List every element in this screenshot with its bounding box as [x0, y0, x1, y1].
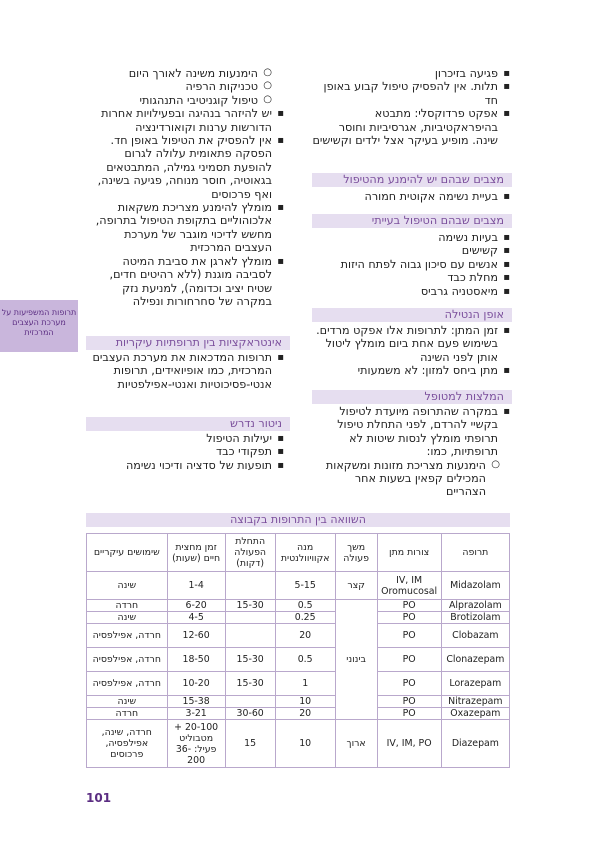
cell-dose: 20 [275, 624, 335, 648]
cell-uses: חרדה, שינה, אפילפסיה, פרכוסים [87, 720, 168, 768]
section-header-monitor: ניטור נדרש [86, 417, 290, 431]
cell-uses: שינה [87, 612, 168, 624]
cell-drug: Oxazepam [441, 708, 509, 720]
cell-dose: 10 [275, 696, 335, 708]
cell-uses: שינה [87, 696, 168, 708]
cell-uses: חרדה, אפילפסיה [87, 672, 168, 696]
cell-form: IV, IM Oromucosal [377, 572, 441, 600]
table-row [87, 648, 510, 672]
list-item: ▪ תרופות המדכאות את מערכת העצבים המרכזית, כמו אופיואידים, תרופות אנטי-פסיכוטיות ואנטי-אפילפטיות [86, 351, 272, 391]
list-item: ▪ במקרה שהתרופה מיועדת לטיפול בקשיי להרדם, לפני התחלת טיפול תרופתי מומלץ לנסות שיטות לא תרופתיות, כמו: [312, 405, 498, 459]
cell-duration: קצר [335, 572, 377, 600]
cell-form: PO [377, 672, 441, 696]
header-drug: תרופה [441, 534, 509, 572]
table-header-row [87, 534, 510, 572]
cell-onset: 15-30 [225, 648, 275, 672]
list-item: ▪ בעיית נשימה אקוטית חמורה [312, 190, 498, 203]
monitor-list [86, 432, 286, 472]
page-number: 101 [86, 791, 112, 805]
cell-onset [225, 612, 275, 624]
prevent-list [312, 190, 512, 203]
list-item: ▪ תפקודי כבד [86, 445, 272, 458]
cell-uses: חרדה [87, 708, 168, 720]
list-item: ▪ יש להיזהר בנהיגה ובפעילויות אחרות הדורשות ערנות וקואורדינציה [86, 107, 272, 134]
cell-duration: בינוני [335, 600, 377, 720]
cell-drug: Nitrazepam [441, 696, 509, 708]
cell-halflife: 18-50 [167, 648, 225, 672]
list-item: ▪ מיאסטניה גרביס [312, 285, 498, 298]
cell-halflife: 10-20 [167, 672, 225, 696]
cell-onset: 15-30 [225, 672, 275, 696]
table-row [87, 696, 510, 708]
header-halflife: זמן מחצית חיים (שעות) [167, 534, 225, 572]
left-column [86, 67, 286, 308]
section-header-recommend: המלצות למטופל [312, 390, 512, 404]
admin-list [312, 324, 512, 378]
list-item: ▪ זמן המתן: לתרופות אלו אפקט מרדים. בשימוש פעם אחת ביום מומלץ ליטול אותן לפני השינה [312, 324, 498, 364]
cell-form: PO [377, 612, 441, 624]
cell-halflife: 12-60 [167, 624, 225, 648]
problem-list [312, 231, 512, 298]
cell-halflife: 1-4 [167, 572, 225, 600]
table-row [87, 624, 510, 648]
list-item: ▪ תלות. אין להפסיק טיפול קבוע באופן חד [312, 80, 498, 107]
section-header-problem: מצבים שבהם הטיפול בעייתי [312, 214, 512, 228]
cell-dose: 0.5 [275, 648, 335, 672]
list-item: ▪ אין להפסיק את הטיפול באופן חד. הפסקה פתאומית עלולה לגרום להופעת תסמיני גמילה, המתבטאים בגאוטיה, חוסר מנוחה, פגיעה בשינה, ואף פרכוסים [86, 134, 272, 201]
list-item: ▪ אפקט פרדוקסלי: מתבטא בהיפראקטיביות, אגרסיביות וחוסר שינה. מופיע בעיקר אצל ילדים וקשישים [312, 107, 498, 147]
list-item: ▪ בעיות נשימה [312, 231, 498, 244]
cell-dose: 0.5 [275, 600, 335, 612]
cell-onset [225, 572, 275, 600]
header-onset: התחלת הפעולה (דקות) [225, 534, 275, 572]
cell-form: IV, IM, PO [377, 720, 441, 768]
cell-dose: 10 [275, 720, 335, 768]
cell-drug: Midazolam [441, 572, 509, 600]
cell-uses: שינה [87, 572, 168, 600]
cell-halflife: 20-100 + מטבוליט פעיל: 36-200 [167, 720, 225, 768]
cell-drug: Diazepam [441, 720, 509, 768]
section-header-prevent: מצבים שבהם יש להימנע מהטיפול [312, 173, 512, 187]
cell-form: PO [377, 648, 441, 672]
list-item: ▪ אנשים עם סיכון גבוה לפתח היזות [312, 258, 498, 271]
cell-dose: 0.25 [275, 612, 335, 624]
cell-form: PO [377, 708, 441, 720]
cell-form: PO [377, 600, 441, 612]
cell-drug: Alprazolam [441, 600, 509, 612]
table-row [87, 612, 510, 624]
table-row [87, 672, 510, 696]
sub-list-item: ○ טכניקות הרפיה [86, 80, 258, 93]
list-item: ▪ יעילות הטיפול [86, 432, 272, 445]
cell-halflife: 6-20 [167, 600, 225, 612]
cell-duration: ארוך [335, 720, 377, 768]
sub-list-item: ○ הימנעות משינה לאורך היום [86, 67, 258, 80]
right-column [312, 67, 512, 147]
cell-onset [225, 696, 275, 708]
cell-onset [225, 624, 275, 648]
header-dose: מנה אקוויוולנטית [275, 534, 335, 572]
list-item: ▪ פגיעה בזיכרון [312, 67, 498, 80]
list-item: ▪ מתן ביחס למזון: לא משמעותי [312, 364, 498, 377]
cell-onset: 15-30 [225, 600, 275, 612]
cell-halflife: 3-21 [167, 708, 225, 720]
list-item: ▪ מומלץ לארגן את סביבת המיטה לסביבה מוגנת (ללא רהיטים חדים, שטיח יציב וכדומה), למניעת נזק במקרה של סחרחורות ונפילה [86, 255, 272, 309]
cell-halflife: 4-5 [167, 612, 225, 624]
header-form: צורות מתן [377, 534, 441, 572]
table-row [87, 600, 510, 612]
cell-dose: 20 [275, 708, 335, 720]
chapter-side-tab: תרופות המשפיעות על מערכת העצבים המרכזית [0, 300, 78, 352]
table-row [87, 572, 510, 600]
cell-form: PO [377, 624, 441, 648]
cell-dose: 1 [275, 672, 335, 696]
sub-list-item: ○ הימנעות מצריכת מזונות ומשקאות המכילים קפאין בשעות אחר הצהריים [312, 459, 486, 499]
section-header-interactions: אינטראקציות בין תרופתיות עיקריות [86, 336, 290, 350]
list-item: ▪ מחלת כבד [312, 271, 498, 284]
table-row [87, 720, 510, 768]
cell-drug: Clonazepam [441, 648, 509, 672]
sub-list-item: ○ טיפול קוגניטיבי התנהגותי [86, 94, 258, 107]
cell-dose: 5-15 [275, 572, 335, 600]
header-uses: שימושים עיקריים [87, 534, 168, 572]
drug-comparison-table [86, 533, 510, 768]
cell-drug: Lorazepam [441, 672, 509, 696]
recommend-list [312, 405, 512, 499]
cell-form: PO [377, 696, 441, 708]
cell-drug: Brotizolam [441, 612, 509, 624]
list-item: ▪ מומלץ להימנע מצריכת משקאות אלכוהוליים בתקופת הטיפול בתרופה, מחשש לדיכוי מוגבר של מערכת העצבים המרכזית [86, 201, 272, 255]
table-row [87, 708, 510, 720]
list-item: ▪ תופעות של סדציה ודיכוי נשימה [86, 459, 272, 472]
table-title: השוואה בין התרופות בקבוצה [86, 513, 510, 527]
cell-uses: חרדה [87, 600, 168, 612]
cell-onset: 15 [225, 720, 275, 768]
cell-halflife: 15-38 [167, 696, 225, 708]
section-header-admin: אופן הנטילה [312, 308, 512, 322]
right-top-list [312, 67, 512, 147]
cell-uses: חרדה, אפילפסיה [87, 624, 168, 648]
cell-uses: חרדה, אפילפסיה [87, 648, 168, 672]
cell-drug: Clobazam [441, 624, 509, 648]
list-item: ▪ קשישים [312, 244, 498, 257]
cell-onset: 30-60 [225, 708, 275, 720]
header-duration: משך פעולה [335, 534, 377, 572]
interactions-list [86, 351, 286, 391]
